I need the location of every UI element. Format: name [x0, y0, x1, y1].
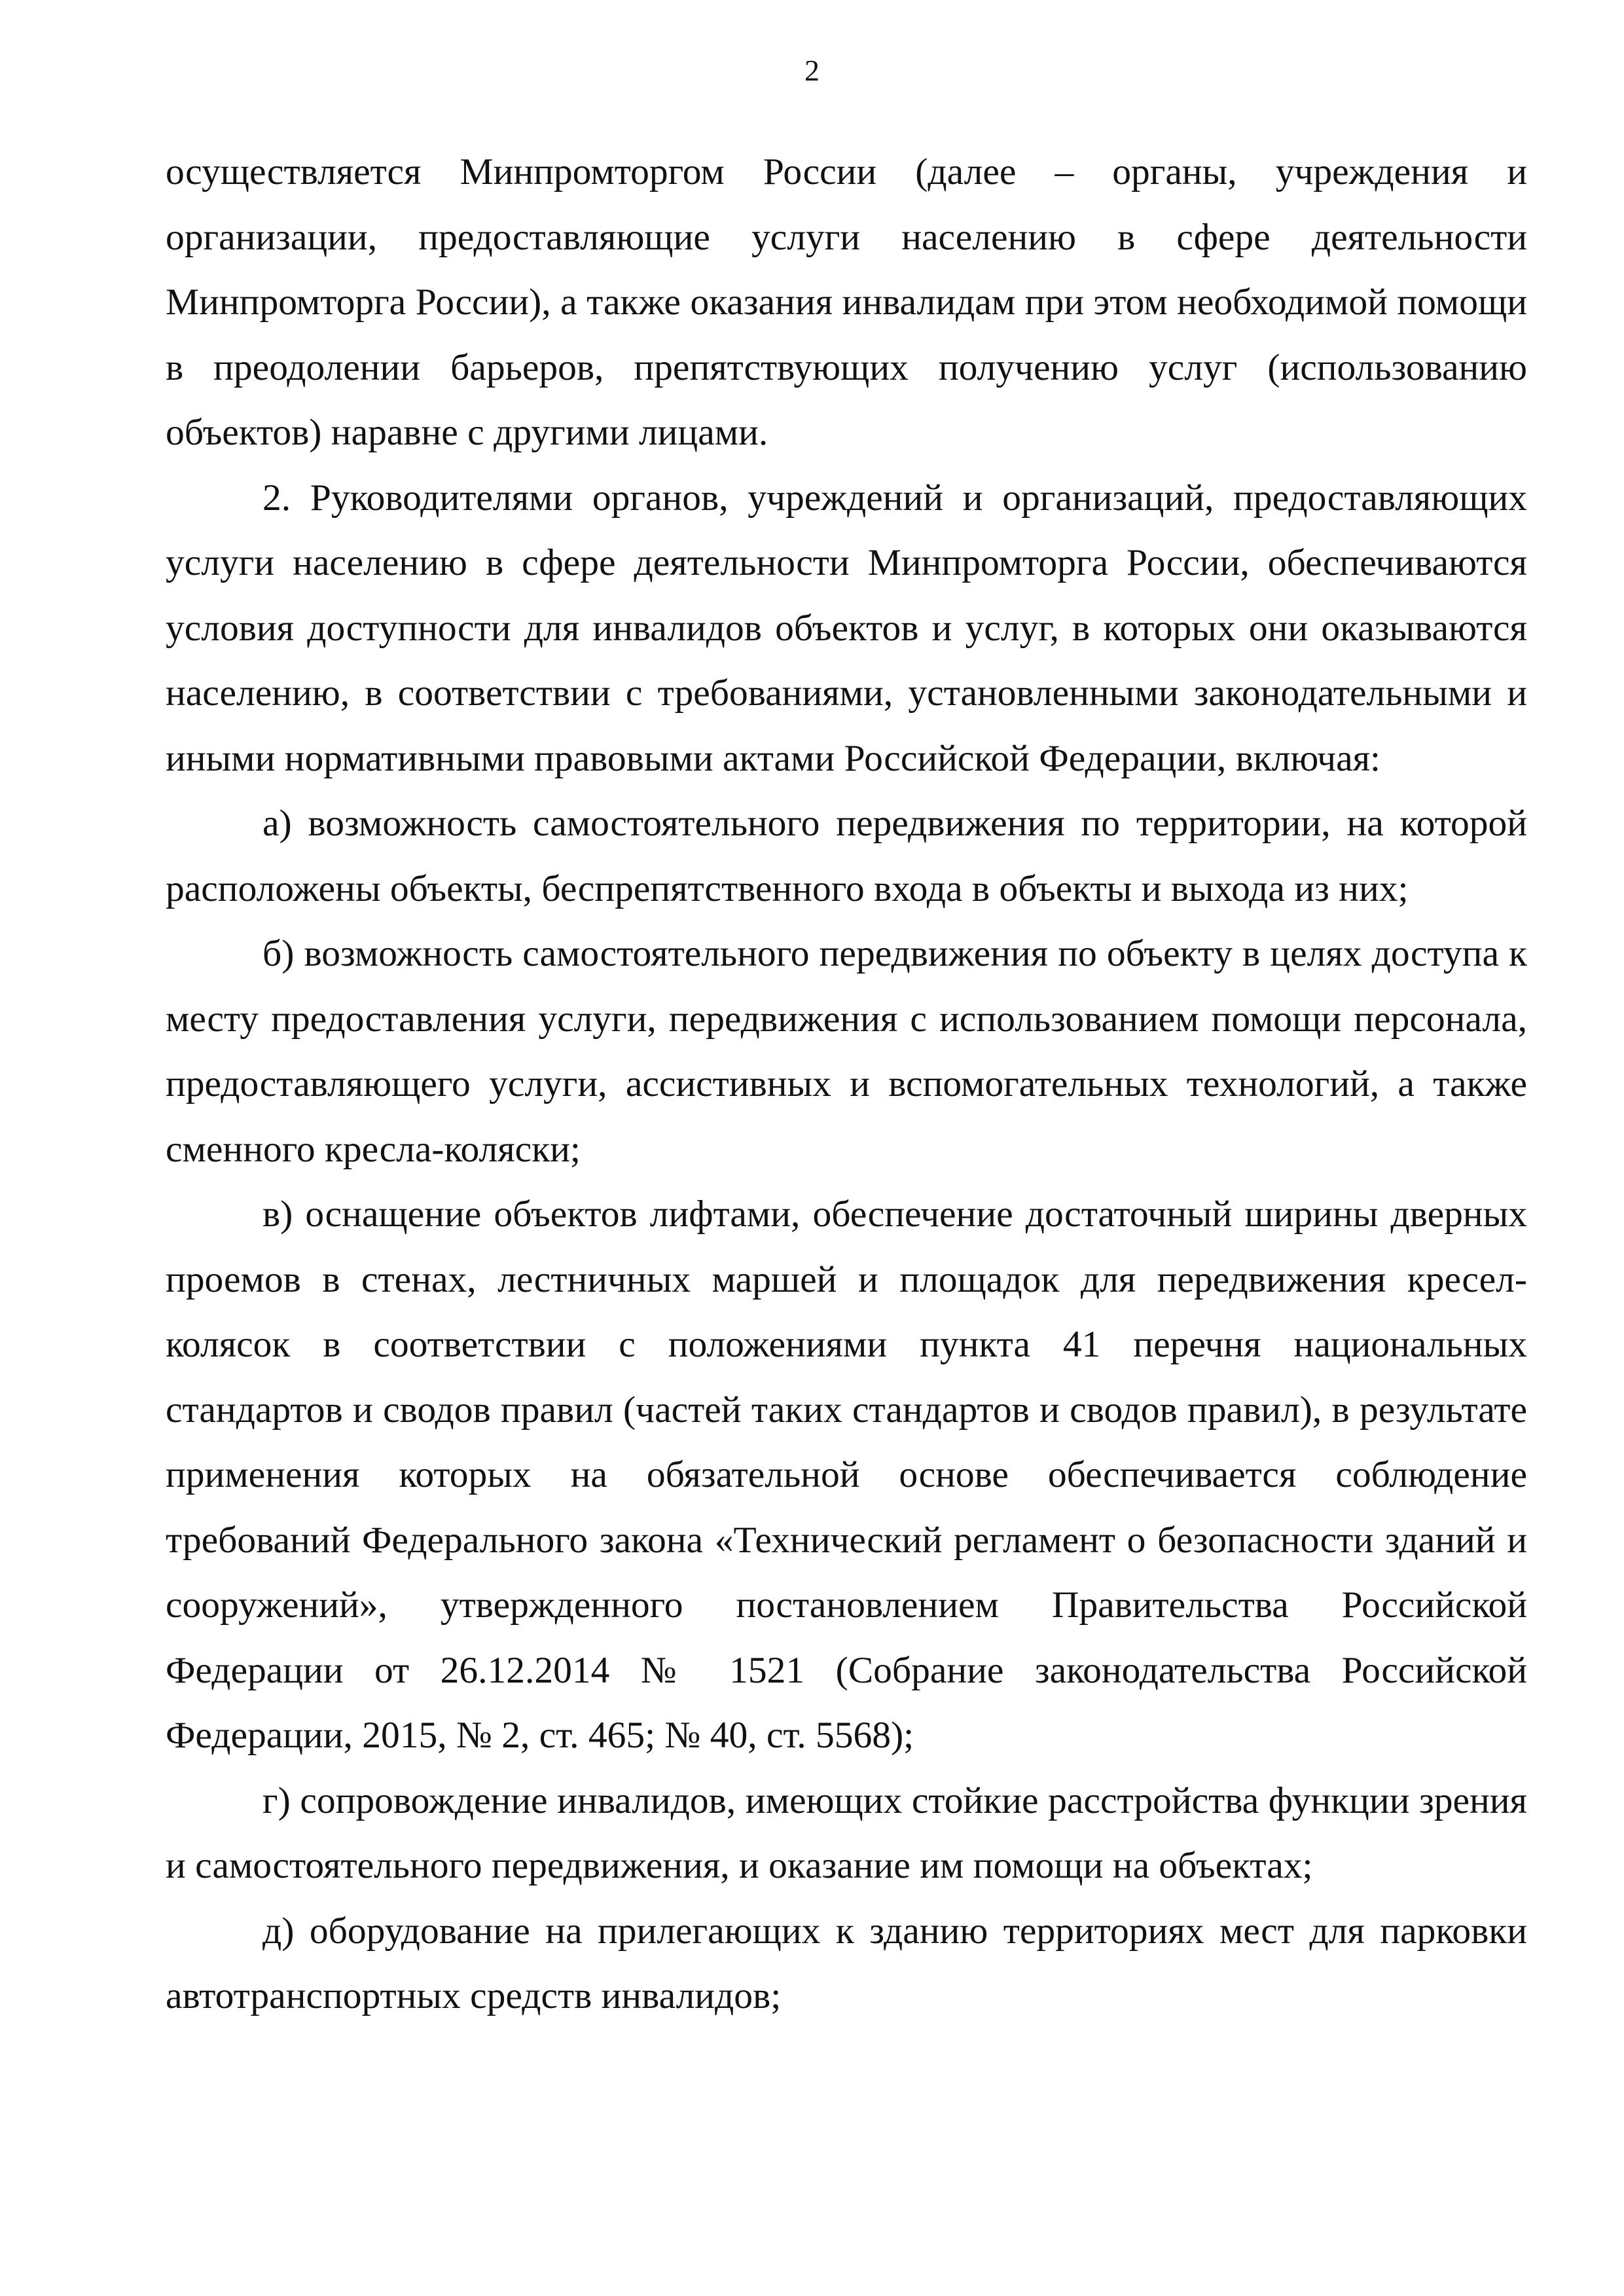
paragraph-subitem-d: д) оборудование на прилегающих к зданию территориях мест для парковки автотранспортных средств инвалидов;: [166, 1910, 1527, 2016]
paragraph-item-2: 2. Руководителями органов, учреждений и организаций, предоставляющих услуги населению в сфере деятельности Минпромторга России, обеспечиваются условия доступности для инвалидов объектов и услуг, в которых они оказываются населению, в соответствии с требованиями, установленными законодательными и иными нормативными правовыми актами Российской Федерации, включая:: [166, 477, 1527, 779]
paragraph-continuation: осуществляется Минпромторгом России (далее – органы, учреждения и организации, предоставляющие услуги населению в сфере деятельности Минпромторга России), а также оказания инвалидам при этом необходимой помощи в преодолении барьеров, препятствующих получению услуг (использованию объектов) наравне с другими лицами.: [166, 151, 1527, 453]
page-number: 2: [804, 54, 820, 87]
paragraph-subitem-g: г) сопровождение инвалидов, имеющих стойкие расстройства функции зрения и самостоятельного передвижения, и оказание им помощи на объектах;: [166, 1779, 1527, 1886]
document-body: [166, 139, 1527, 2029]
paragraph-subitem-a: а) возможность самостоятельного передвижения по территории, на которой расположены объекты, беспрепятственного входа в объекты и выхода из них;: [166, 803, 1527, 909]
paragraph-subitem-b: б) возможность самостоятельного передвижения по объекту в целях доступа к месту предоставления услуги, передвижения с использованием помощи персонала, предоставляющего услуги, ассистивных и вспомогательных технологий, а также сменного кресла-коляски;: [166, 933, 1527, 1170]
paragraph-subitem-v: в) оснащение объектов лифтами, обеспечение достаточный ширины дверных проемов в стенах, лестничных маршей и площадок для передвижения кресел-колясок в соответствии с положениями пункта 41 перечня национальных стандартов и сводов правил (частей таких стандартов и сводов правил), в результате применения которых на обязательной основе обеспечивается соблюдение требований Федерального закона «Технический регламент о безопасности зданий и сооружений», утвержденного постановлением Правительства Российской Федерации от 26.12.2014 № 1521 (Собрание законодательства Российской Федерации, 2015, № 2, ст. 465; № 40, ст. 5568);: [166, 1194, 1527, 1756]
